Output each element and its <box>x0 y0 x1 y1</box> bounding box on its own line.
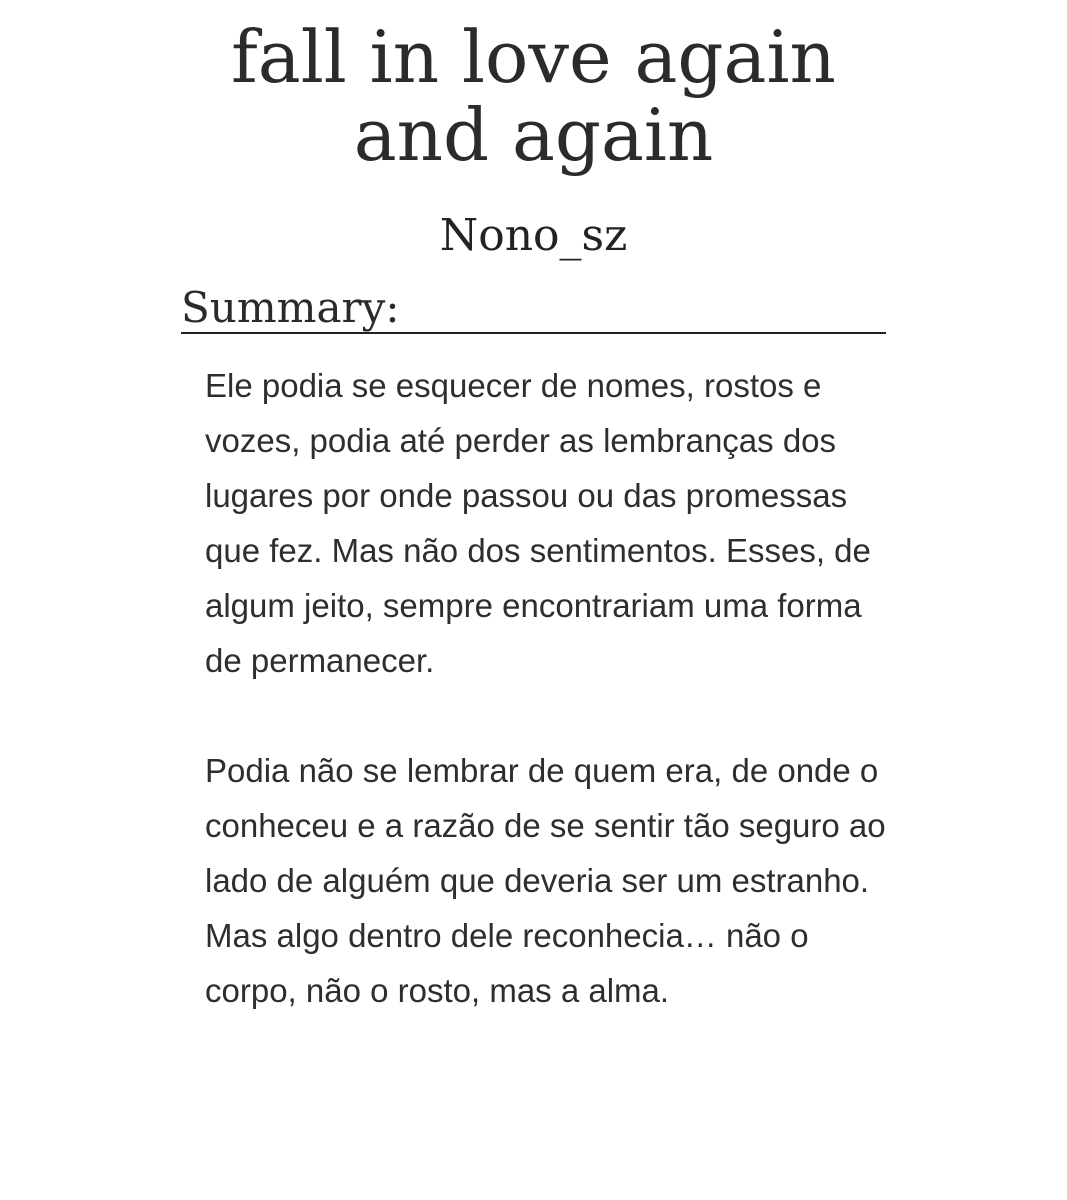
summary-heading: Summary: <box>181 284 886 334</box>
work-title-line-2: and again <box>353 93 714 177</box>
work-title <box>0 15 1067 177</box>
summary-paragraph-2: Podia não se lembrar de quem era, de onde o conheceu e a razão de se sentir tão seguro ao lado de alguém que deveria ser um estranho. Mas algo dentro dele reconhecia… não o corpo, não o rosto, mas a alma. <box>205 752 886 1009</box>
author-name: Nono_sz <box>439 210 628 261</box>
summary-body <box>205 358 895 1073</box>
summary-paragraph-1: Ele podia se esquecer de nomes, rostos e vozes, podia até perder as lembranças dos lugares por onde passou ou das promessas que fez. Mas não dos sentimentos. Esses, de algum jeito, sempre encontrariam uma forma de permanecer. <box>205 367 871 679</box>
work-title-line-1: fall in love again <box>231 15 836 99</box>
